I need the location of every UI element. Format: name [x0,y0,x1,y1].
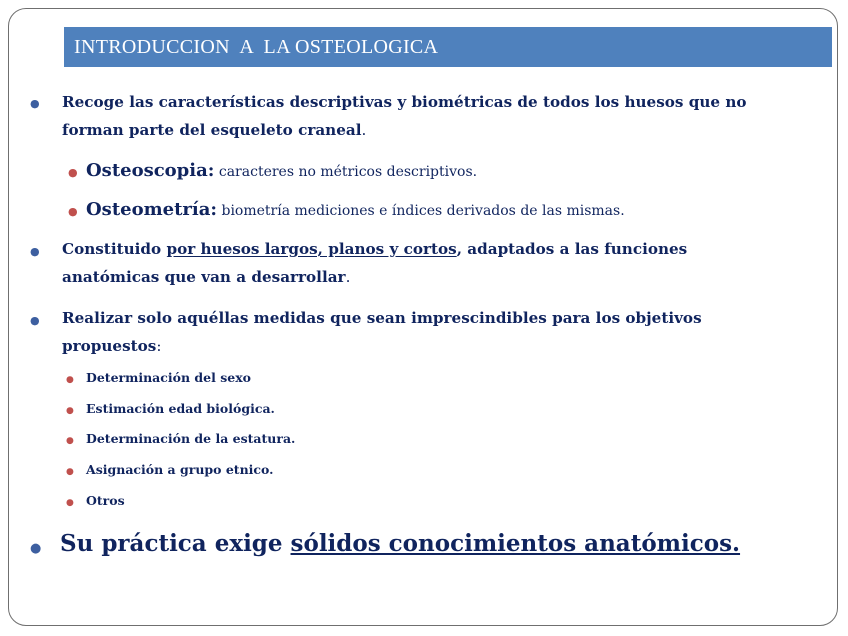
list-item: Otros [86,493,125,508]
bullet-2-pre: Constituido [62,240,167,258]
bullet-2-line-1 [62,240,687,258]
sub-bullet-osteometria [86,199,625,220]
list-bullet-dot: ● [66,467,74,477]
bullet-2-line-2-end: . [345,268,351,286]
list-item: Estimación edad biológica. [86,401,275,416]
list-bullet-dot: ● [66,498,74,508]
bullet-dot: ● [30,97,40,110]
osteometria-text: biometría mediciones e índices derivados de las mismas. [217,203,625,219]
bullet-3-line-2-text: propuestos [62,337,157,355]
bullet-dot: ● [30,541,42,556]
list-item: Determinación del sexo [86,370,251,385]
bullet-1-line-2-text: forman parte del esqueleto craneal [62,121,362,139]
bullet-1-line-1: Recoge las características descriptivas y biométricas de todos los huesos que no [62,93,747,111]
sub-bullet-osteoscopia [86,160,477,181]
sub-bullet-dot: ● [68,205,78,218]
bullet-dot: ● [30,245,40,258]
list-item: Determinación de la estatura. [86,431,296,446]
bullet-3-line-2 [62,337,161,355]
bullet-2-line-2-text: anatómicas que van a desarrollar [62,268,346,286]
bullet-4 [60,530,740,557]
list-bullet-dot: ● [66,375,74,385]
bullet-2-underlined: por huesos largos, planos y cortos [166,240,457,258]
bullet-3-line-1: Realizar solo aquéllas medidas que sean imprescindibles para los objetivos [62,309,702,327]
bullet-4-underlined: sólidos conocimientos anatómicos. [290,530,741,557]
bullet-2-line-2 [62,268,350,286]
list-item: Asignación a grupo etnico. [86,462,274,477]
list-bullet-dot: ● [66,436,74,446]
bullet-3-line-2-end: : [156,337,162,355]
sub-bullet-dot: ● [68,166,78,179]
bullet-2-post: , adaptados a las funciones [456,240,688,258]
osteoscopia-term: Osteoscopia: [86,160,215,181]
osteoscopia-text: caracteres no métricos descriptivos. [214,164,478,180]
bullet-1-line-2-end: . [361,121,367,139]
slide-title: INTRODUCCION A LA OSTEOLOGICA [64,27,832,67]
osteometria-term: Osteometría: [86,199,218,220]
bullet-4-pre: Su práctica exige [60,530,291,557]
list-bullet-dot: ● [66,406,74,416]
bullet-dot: ● [30,314,40,327]
bullet-1-line-2 [62,121,366,139]
